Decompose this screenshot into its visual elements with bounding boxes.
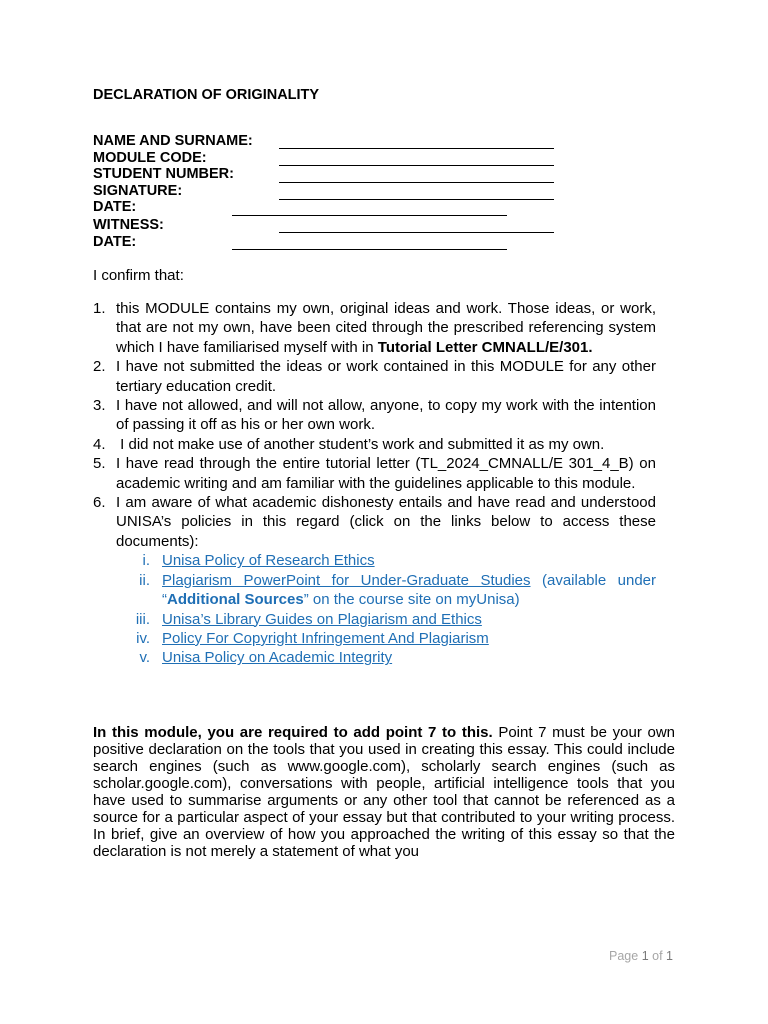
student-number-line[interactable] xyxy=(279,182,554,183)
list-text: I have read through the entire tutorial letter (TL_2024_CMNALL/E 301_4_B) on academic writing and am familiar with the guidelines applicable to this module. xyxy=(116,455,656,492)
list-number: 4. xyxy=(93,435,106,453)
roman-numeral: ii. xyxy=(139,571,150,589)
list-number: 6. xyxy=(93,494,106,512)
list-text: I did not make use of another student’s work and submitted it as my own. xyxy=(116,435,605,453)
page-footer xyxy=(609,949,673,963)
confirmation-list xyxy=(93,299,656,668)
policy-links xyxy=(116,551,656,667)
academic-integrity-link[interactable]: Unisa Policy on Academic Integrity xyxy=(162,649,393,667)
of-word: of xyxy=(652,949,663,963)
witness-label: WITNESS: xyxy=(93,217,164,233)
item-1-text: this MODULE contains my own, original ideas and work. Those ideas, or work, that are not my own, have been cited through the prescribed referencing system which I have familiarised myself with in xyxy=(116,300,656,356)
intro-text: I confirm that: xyxy=(93,267,184,284)
student-number-label: STUDENT NUMBER: xyxy=(93,166,234,182)
library-guides-link[interactable]: Unisa’s Library Guides on Plagiarism and Ethics xyxy=(162,610,482,628)
page-title: DECLARATION OF ORIGINALITY xyxy=(93,87,320,103)
module-code-line[interactable] xyxy=(279,165,554,166)
current-page: 1 xyxy=(641,949,649,963)
witness-date-line[interactable] xyxy=(232,249,507,250)
page-word: Page xyxy=(609,949,639,963)
list-item xyxy=(93,493,656,668)
list-text xyxy=(116,299,656,357)
copyright-policy-link[interactable]: Policy For Copyright Infringement And Plagiarism xyxy=(162,629,489,647)
witness-date-label: DATE: xyxy=(93,234,137,250)
total-pages: 1 xyxy=(666,949,673,963)
list-number: 5. xyxy=(93,455,106,473)
list-text xyxy=(116,493,656,668)
link-item xyxy=(116,629,656,648)
name-surname-label: NAME AND SURNAME: xyxy=(93,133,253,149)
plagiarism-powerpoint-link[interactable]: Plagiarism PowerPoint for Under-Graduate Studies xyxy=(162,571,531,589)
list-number: 3. xyxy=(93,397,106,415)
list-item xyxy=(93,435,656,454)
instruction-bold: In this module, you are required to add point 7 to this. xyxy=(93,724,493,741)
link-item xyxy=(116,571,656,610)
link-note: (available under “ xyxy=(162,571,657,609)
list-item xyxy=(93,299,656,357)
link-item xyxy=(116,610,656,629)
roman-numeral: i. xyxy=(142,552,150,570)
signature-line[interactable] xyxy=(279,199,554,200)
roman-numeral: iii. xyxy=(135,610,150,628)
research-ethics-link[interactable]: Unisa Policy of Research Ethics xyxy=(162,552,375,570)
date-line[interactable] xyxy=(232,215,507,216)
roman-numeral: v. xyxy=(139,649,150,667)
list-item xyxy=(93,454,656,493)
link-item xyxy=(116,551,656,570)
roman-numeral: iv. xyxy=(136,629,150,647)
link-note-end: ” on the course site on myUnisa) xyxy=(303,591,520,609)
instruction-text: Point 7 must be your own positive declaration on the tools that you used in creating this essay. This could include search engines (such as www.google.com), scholarly search engines (such as scholar.google.com), conversations with people, artificial intelligence tools that you have used to summarise arguments or any other tool that cannot be referenced as a source for a particular aspect of your essay but that contributed to your writing process. In brief, give an overview of how you approached the writing of this essay so that the declaration is not merely a statement of what you xyxy=(93,724,675,860)
list-number: 1. xyxy=(93,300,106,317)
list-text: I have not submitted the ideas or work contained in this MODULE for any other tertiary education credit. xyxy=(116,358,656,395)
instruction-paragraph xyxy=(93,724,675,860)
date-label: DATE: xyxy=(93,199,137,215)
list-item xyxy=(93,396,656,435)
witness-line[interactable] xyxy=(279,232,554,233)
list-text: I have not allowed, and will not allow, anyone, to copy my work with the intention of passing it off as his or her own work. xyxy=(116,397,656,434)
signature-label: SIGNATURE: xyxy=(93,183,183,199)
list-number: 2. xyxy=(93,358,106,376)
link-item xyxy=(116,648,656,667)
additional-sources-text: Additional Sources xyxy=(167,591,304,609)
list-item xyxy=(93,357,656,396)
name-surname-line[interactable] xyxy=(279,148,554,149)
module-code-label: MODULE CODE: xyxy=(93,150,207,166)
item-6-text: I am aware of what academic dishonesty entails and have read and understood UNISA’s policies in this regard (click on the links below to access these documents): xyxy=(116,494,656,550)
item-1-bold: Tutorial Letter CMNALL/E/301. xyxy=(377,338,593,356)
